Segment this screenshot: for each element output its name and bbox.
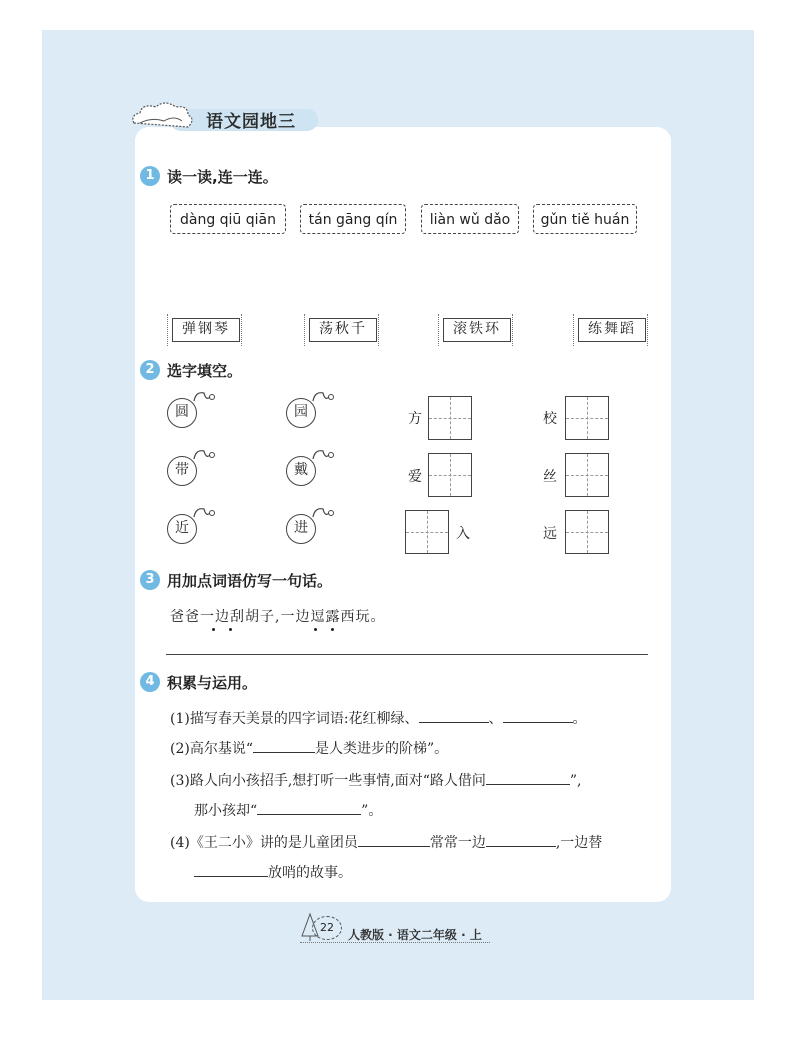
word-card-4[interactable]: 练舞蹈 xyxy=(578,318,646,342)
question-line-2 xyxy=(170,738,448,758)
q4-text: ,一边替 xyxy=(555,835,603,851)
char-choice-label: 带 xyxy=(175,462,189,478)
char-choice[interactable] xyxy=(167,514,197,544)
section-title-1: 读一读,连一连。 xyxy=(167,168,278,186)
q4-text: ”, xyxy=(569,773,582,789)
stem-icon xyxy=(192,389,216,409)
stem-icon xyxy=(311,389,335,409)
emphasis-dot xyxy=(229,628,232,631)
footer-divider xyxy=(300,942,490,943)
tianzige-box[interactable] xyxy=(405,510,449,554)
question-line-3 xyxy=(170,770,582,790)
q4-text: 常常一边 xyxy=(429,835,486,851)
stem-icon xyxy=(192,505,216,525)
char-choice-label: 圆 xyxy=(175,404,189,420)
page-title: 语文园地三 xyxy=(206,112,296,132)
fill-blank[interactable] xyxy=(503,708,573,723)
word-card-3[interactable]: 滚铁环 xyxy=(443,318,511,342)
edition-label: 人教版 · 语文二年级 · 上 xyxy=(348,928,482,942)
q4-text: (2)高尔基说“ xyxy=(170,741,253,757)
tianzige-box[interactable] xyxy=(565,453,609,497)
char-choice[interactable] xyxy=(167,398,197,428)
stem-icon xyxy=(192,447,216,467)
example-sentence: 爸爸一边刮胡子,一边逗露西玩。 xyxy=(170,609,386,625)
tianzige-box[interactable] xyxy=(428,396,472,440)
fill-blank[interactable] xyxy=(358,832,430,847)
stem-icon xyxy=(311,505,335,525)
word-card-1[interactable]: 弹钢琴 xyxy=(172,318,240,342)
q4-text: 。 xyxy=(572,711,587,727)
emphasis-dot xyxy=(331,628,334,631)
char-choice[interactable] xyxy=(286,398,316,428)
page-number: 22 xyxy=(312,916,342,940)
stem-icon xyxy=(311,447,335,467)
blank-context-char: 校 xyxy=(543,411,557,427)
word-card-2[interactable]: 荡秋千 xyxy=(309,318,377,342)
tianzige-box[interactable] xyxy=(428,453,472,497)
fill-blank[interactable] xyxy=(486,832,556,847)
pinyin-card-1[interactable]: dàng qiū qiān xyxy=(170,204,286,234)
blank-context-char: 丝 xyxy=(543,469,557,485)
question-line-3b xyxy=(194,800,382,820)
section-number-1: 1 xyxy=(140,166,160,186)
q4-text: ”。 xyxy=(361,803,383,819)
question-line-4b xyxy=(194,862,352,882)
fill-blank[interactable] xyxy=(486,770,570,785)
fill-blank[interactable] xyxy=(253,738,315,753)
section-title-4: 积累与运用。 xyxy=(167,674,258,692)
fill-blank[interactable] xyxy=(194,862,268,877)
section-number-3: 3 xyxy=(140,570,160,590)
tianzige-box[interactable] xyxy=(565,510,609,554)
fill-blank[interactable] xyxy=(419,708,489,723)
section-number-2: 2 xyxy=(140,360,160,380)
char-choice[interactable] xyxy=(286,456,316,486)
char-choice[interactable] xyxy=(286,514,316,544)
pinyin-card-4[interactable]: gǔn tiě huán xyxy=(533,204,637,234)
q4-text: 那小孩却“ xyxy=(194,803,258,819)
char-choice-label: 进 xyxy=(294,520,308,536)
question-line-1 xyxy=(170,708,587,728)
q4-text: (3)路人向小孩招手,想打听一些事情,面对“路人借问 xyxy=(170,773,486,789)
q4-text: 放哨的故事。 xyxy=(268,865,352,881)
blank-context-char: 方 xyxy=(408,411,422,427)
q4-text: (4)《王二小》讲的是儿童团员 xyxy=(170,835,358,851)
emphasis-dot xyxy=(212,628,215,631)
fill-blank[interactable] xyxy=(257,800,361,815)
char-choice-label: 园 xyxy=(294,404,308,420)
question-line-4 xyxy=(170,832,602,852)
pinyin-card-3[interactable]: liàn wǔ dǎo xyxy=(421,204,519,234)
char-choice-label: 戴 xyxy=(294,462,308,478)
emphasis-dot xyxy=(314,628,317,631)
section-number-4: 4 xyxy=(140,672,160,692)
char-choice[interactable] xyxy=(167,456,197,486)
section-title-3: 用加点词语仿写一句话。 xyxy=(167,572,333,590)
q4-text: 、 xyxy=(488,711,503,727)
pinyin-card-2[interactable]: tán gāng qín xyxy=(300,204,406,234)
blank-context-char: 入 xyxy=(456,526,470,542)
char-choice-label: 近 xyxy=(175,520,189,536)
q4-text: (1)描写春天美景的四字词语:花红柳绿、 xyxy=(170,711,419,727)
blank-context-char: 爱 xyxy=(408,469,422,485)
q4-text: 是人类进步的阶梯”。 xyxy=(315,741,449,757)
section-title-2: 选字填空。 xyxy=(167,362,243,380)
answer-line[interactable] xyxy=(166,654,648,655)
blank-context-char: 远 xyxy=(543,526,557,542)
tianzige-box[interactable] xyxy=(565,396,609,440)
